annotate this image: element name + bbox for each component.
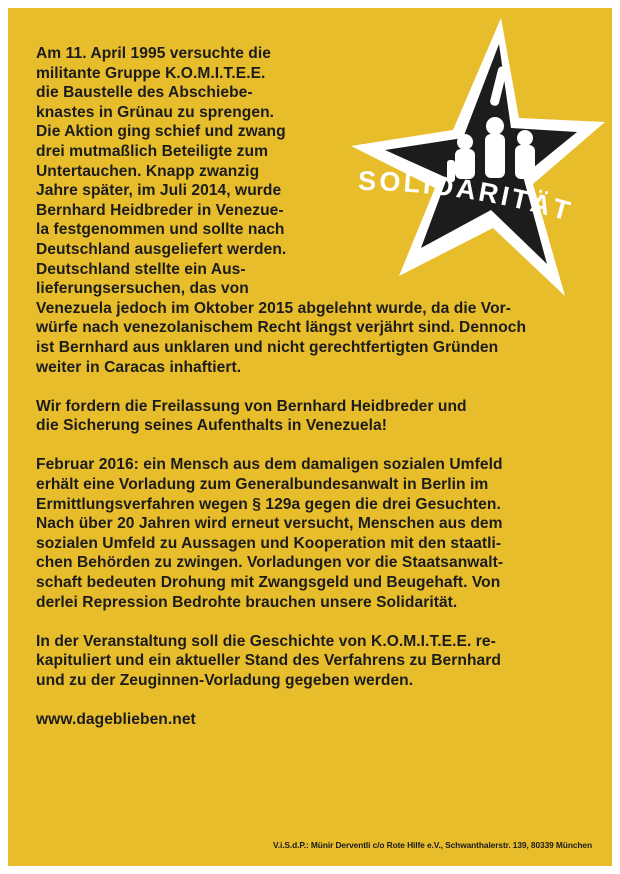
text-line: Venezuela jedoch im Oktober 2015 abgelehnt wurde, da die Vor-: [36, 299, 512, 317]
text-line: derlei Repression Bedrohte brauchen unsere Solidarität.: [36, 593, 458, 611]
paragraph-gap: [36, 436, 596, 456]
text-line: Wir fordern die Freilassung von Bernhard Heidbreder und: [36, 397, 467, 415]
paragraph: [36, 632, 596, 691]
text-line: la festgenommen und sollte nach: [36, 221, 285, 239]
text-line: erhält eine Vorladung zum Generalbundesanwalt in Berlin im: [36, 476, 489, 494]
text-line: weiter in Caracas inhaftiert.: [36, 358, 242, 376]
text-line: die Baustelle des Abschiebe-: [36, 84, 253, 102]
text-line: Jahre später, im Juli 2014, wurde: [36, 182, 282, 200]
text-line: Februar 2016: ein Mensch aus dem damaligen sozialen Umfeld: [36, 456, 503, 474]
text-line: militante Gruppe K.O.M.I.T.E.E.: [36, 64, 266, 82]
text-line: Nach über 20 Jahren wird erneut versucht, Menschen aus dem: [36, 515, 503, 533]
text-line: sozialen Umfeld zu Aussagen und Kooperation mit den staatli-: [36, 534, 502, 552]
text-line: Untertauchen. Knapp zwanzig: [36, 162, 260, 180]
text-line: lieferungsersuchen, das von: [36, 280, 249, 298]
text-line: knastes in Grünau zu sprengen.: [36, 103, 275, 121]
text-line: die Sicherung seines Aufenthalts in Venezuela!: [36, 417, 387, 435]
paragraph-gap: [36, 691, 596, 711]
text-line: ist Bernhard aus unklaren und nicht gerechtfertigten Gründen: [36, 338, 499, 356]
text-line: Bernhard Heidbreder in Venezue-: [36, 201, 284, 219]
paragraph: [36, 44, 596, 377]
paragraph-gap: [36, 377, 596, 397]
text-line: Deutschland ausgeliefert werden.: [36, 240, 287, 258]
text-line: In der Veranstaltung soll die Geschichte von K.O.M.I.T.E.E. re-: [36, 632, 496, 650]
paragraph-gap: [36, 612, 596, 632]
paragraph: [36, 455, 596, 612]
text-line: www.dageblieben.net: [36, 711, 196, 729]
text-line: Die Aktion ging schief und zwang: [36, 123, 286, 141]
text-line: schaft bedeuten Drohung mit Zwangsgeld und Beugehaft. Von: [36, 574, 501, 592]
text-line: würfe nach venezolanischem Recht längst verjährt sind. Dennoch: [36, 319, 527, 337]
text-line: drei mutmaßlich Beteiligte zum: [36, 142, 268, 160]
logo-text: SOLIDARITÄT: [357, 166, 576, 228]
text-line: Deutschland stellte ein Aus-: [36, 260, 246, 278]
text-line: chen Behörden zu zwingen. Vorladungen vor die Staatsanwalt-: [36, 554, 504, 572]
imprint-line: V.i.S.d.P.: Münir Derventli c/o Rote Hilfe e.V., Schwanthalerstr. 139, 80339 München: [273, 840, 592, 850]
flyer-page: [8, 8, 612, 866]
text-line: Ermittlungsverfahren wegen § 129a gegen die drei Gesuchten.: [36, 495, 501, 513]
text-line: kapituliert und ein aktueller Stand des Verfahrens zu Bernhard: [36, 652, 501, 670]
paragraph: [36, 397, 596, 436]
text-line: und zu der Zeuginnen-Vorladung gegeben werden.: [36, 672, 414, 689]
text-line: Am 11. April 1995 versuchte die: [36, 45, 271, 62]
flyer-body-text: [36, 44, 596, 730]
website-link[interactable]: [36, 710, 596, 730]
